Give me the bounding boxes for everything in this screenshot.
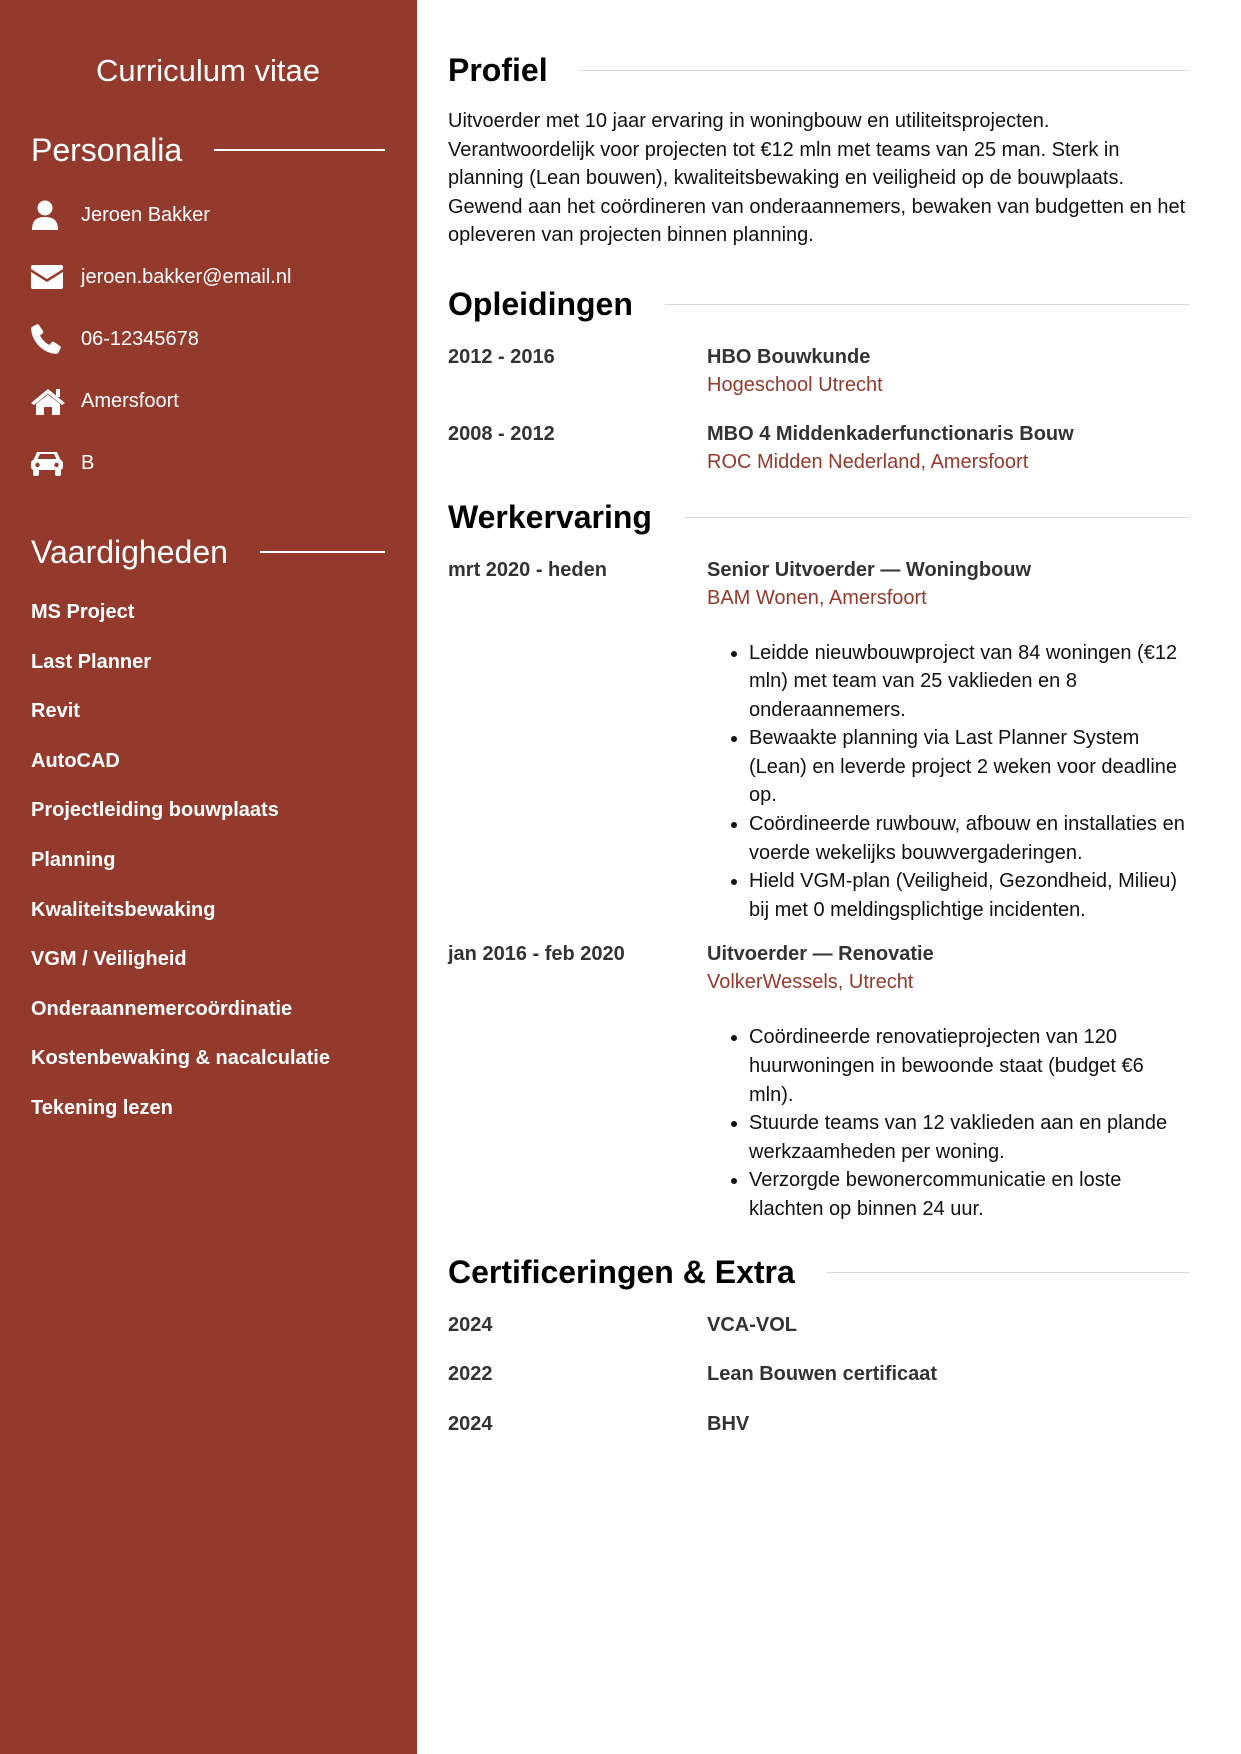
certification-title: BHV bbox=[707, 1412, 750, 1435]
education-title: MBO 4 Middenkaderfunctionaris Bouw bbox=[707, 422, 1074, 445]
work-heading bbox=[448, 499, 1189, 536]
contact-license-text: B bbox=[81, 451, 95, 474]
work-period: jan 2016 - feb 2020 bbox=[448, 943, 625, 966]
skill-item: Projectleiding bouwplaats bbox=[31, 799, 279, 822]
certification-year: 2024 bbox=[448, 1412, 493, 1435]
personal-heading-rule bbox=[214, 149, 385, 151]
work-bullet: • Coördineerde renovatieprojecten van 120 huurwoningen in bewoonde staat (budget €6 mln). bbox=[749, 1023, 1189, 1109]
work-bullet: • Leidde nieuwbouwproject van 84 woningen (€12 mln) met team van 25 vaklieden en 8 onderaannemers. bbox=[749, 639, 1189, 725]
work-bullet: • Stuurde teams van 12 vaklieden aan en plande werkzaamheden per woning. bbox=[749, 1109, 1189, 1166]
contact-phone bbox=[31, 308, 385, 370]
profile-heading-rule bbox=[580, 70, 1189, 71]
work-heading-label: Werkervaring bbox=[448, 498, 652, 535]
certifications-heading bbox=[448, 1254, 1189, 1291]
profile-heading bbox=[448, 52, 1189, 89]
certification-title: Lean Bouwen certificaat bbox=[707, 1363, 938, 1386]
skills-heading-rule bbox=[260, 551, 385, 553]
work-entry bbox=[448, 940, 1189, 1223]
certifications-heading-label: Certificeringen & Extra bbox=[448, 1253, 795, 1290]
home-icon bbox=[31, 384, 81, 418]
certification-year: 2022 bbox=[448, 1363, 493, 1386]
work-list bbox=[448, 556, 1189, 1224]
contact-city-text: Amersfoort bbox=[81, 389, 179, 412]
education-period: 2012 - 2016 bbox=[448, 345, 555, 368]
work-bullet: • Bewaakte planning via Last Planner System (Lean) en leverde project 2 weken voor deadline op. bbox=[749, 724, 1189, 810]
certification-entry bbox=[448, 1360, 1189, 1410]
certification-year: 2024 bbox=[448, 1313, 493, 1336]
contact-city bbox=[31, 370, 385, 432]
skill-item: AutoCAD bbox=[31, 749, 120, 772]
education-title: HBO Bouwkunde bbox=[707, 345, 871, 368]
certifications-heading-rule bbox=[827, 1272, 1189, 1273]
contact-name-text: Jeroen Bakker bbox=[81, 203, 210, 226]
profile-text: Uitvoerder met 10 jaar ervaring in woningbouw en utiliteitsprojecten. Verantwoordelijk voor projecten tot €12 mln met teams van 25 man. Sterk in planning (Lean bouwen), kwaliteitsbewaking en veiligheid op de bouwplaats. Gewend aan het coördineren van onderaannemers, bewaken van budgetten en het opleveren van projecten binnen planning. bbox=[448, 110, 1186, 246]
contact-list bbox=[31, 184, 385, 494]
work-title: Uitvoerder — Renovatie bbox=[707, 943, 934, 966]
work-bullet: • Verzorgde bewonercommunicatie en loste klachten op binnen 24 uur. bbox=[749, 1166, 1189, 1223]
skill-item: Tekening lezen bbox=[31, 1096, 173, 1119]
skill-item: Revit bbox=[31, 700, 80, 723]
contact-license bbox=[31, 432, 385, 494]
contact-email bbox=[31, 246, 385, 308]
work-bullets bbox=[707, 1023, 1189, 1223]
profile-heading-label: Profiel bbox=[448, 52, 548, 88]
contact-phone-text: 06-12345678 bbox=[81, 327, 199, 350]
skills-heading bbox=[31, 530, 385, 574]
main-content bbox=[417, 0, 1241, 1754]
education-heading-rule bbox=[665, 304, 1189, 305]
education-institution: ROC Midden Nederland, Amersfoort bbox=[707, 450, 1029, 473]
education-entry bbox=[448, 420, 1189, 477]
education-heading-label: Opleidingen bbox=[448, 285, 633, 322]
contact-email-text: jeroen.bakker@email.nl bbox=[81, 265, 292, 288]
envelope-icon bbox=[31, 260, 81, 294]
car-icon bbox=[31, 446, 81, 480]
personal-heading bbox=[31, 128, 385, 172]
skill-list bbox=[31, 588, 385, 1134]
work-entry bbox=[448, 556, 1189, 925]
skill-item: Planning bbox=[31, 848, 116, 871]
work-heading-rule bbox=[684, 517, 1189, 518]
skill-item: Onderaannemercoördinatie bbox=[31, 997, 293, 1020]
education-institution: Hogeschool Utrecht bbox=[707, 373, 883, 396]
skill-item: Kwaliteitsbewaking bbox=[31, 898, 216, 921]
work-bullet: • Coördineerde ruwbouw, afbouw en installaties en voerde wekelijks bouwvergaderingen. bbox=[749, 810, 1189, 867]
skill-item: Kostenbewaking & nacalculatie bbox=[31, 1047, 330, 1070]
contact-name bbox=[31, 184, 385, 246]
user-icon bbox=[31, 198, 81, 232]
personal-heading-label: Personalia bbox=[31, 131, 183, 168]
certification-entry bbox=[448, 1311, 1189, 1361]
work-bullets bbox=[707, 639, 1189, 925]
phone-icon bbox=[31, 322, 81, 356]
education-list bbox=[448, 343, 1189, 477]
work-company: VolkerWessels, Utrecht bbox=[707, 971, 914, 994]
skills-heading-label: Vaardigheden bbox=[31, 533, 228, 570]
skill-item: MS Project bbox=[31, 601, 135, 623]
certifications-list bbox=[448, 1311, 1189, 1460]
education-period: 2008 - 2012 bbox=[448, 422, 555, 445]
cv-title: Curriculum vitae bbox=[96, 53, 320, 88]
work-title: Senior Uitvoerder — Woningbouw bbox=[707, 558, 1032, 581]
education-entry bbox=[448, 343, 1189, 400]
skill-item: VGM / Veiligheid bbox=[31, 948, 187, 971]
certification-title: VCA-VOL bbox=[707, 1313, 797, 1336]
skill-item: Last Planner bbox=[31, 650, 152, 673]
education-heading bbox=[448, 286, 1189, 323]
sidebar bbox=[0, 0, 417, 1754]
work-bullet: • Hield VGM-plan (Veiligheid, Gezondheid, Milieu) bij met 0 meldingsplichtige incidenten. bbox=[749, 867, 1189, 924]
work-period: mrt 2020 - heden bbox=[448, 558, 607, 581]
certification-entry bbox=[448, 1410, 1189, 1460]
work-company: BAM Wonen, Amersfoort bbox=[707, 586, 927, 609]
